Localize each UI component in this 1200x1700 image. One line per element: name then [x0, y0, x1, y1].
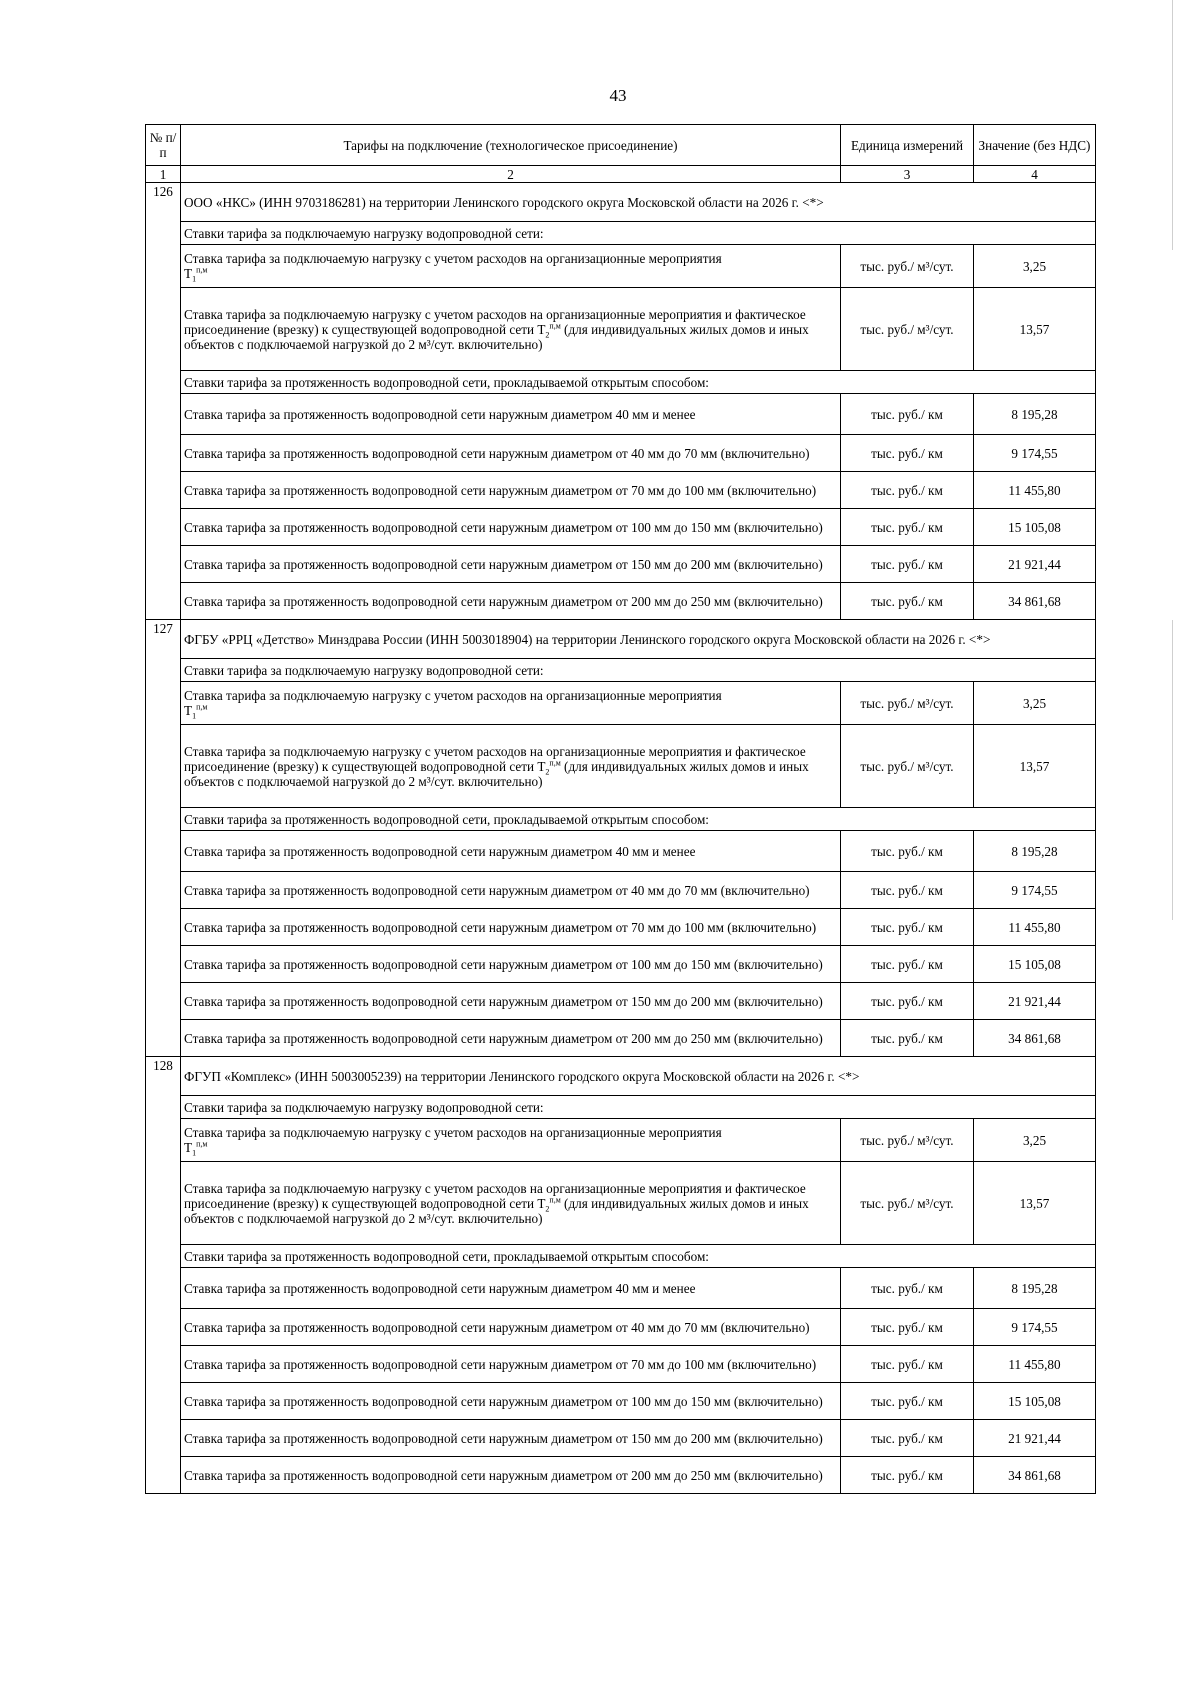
tariff-symbol: T	[537, 758, 546, 774]
tariff-unit: тыс. руб./ км	[841, 872, 974, 909]
tariff-value: 9 174,55	[974, 872, 1096, 909]
tariff-unit: тыс. руб./ км	[841, 472, 974, 509]
tariff-text: Ставка тарифа за подключаемую нагрузку с учетом расходов на организационные мероприятия и фактическое присоединение (врезку) к существующей водопроводной сети	[184, 1180, 806, 1211]
organization-row	[146, 183, 1096, 222]
tariff-description	[181, 1162, 841, 1245]
column-number: 1	[146, 166, 181, 183]
section-title: Ставки тарифа за подключаемую нагрузку водопроводной сети:	[181, 1096, 1096, 1119]
tariff-description	[181, 1119, 841, 1162]
tariff-unit: тыс. руб./ км	[841, 394, 974, 435]
tariff-symbol: T	[184, 703, 193, 718]
tariff-row	[146, 1162, 1096, 1245]
tariff-description: Ставка тарифа за протяженность водопроводной сети наружным диаметром от 70 мм до 100 мм (включительно)	[181, 1346, 841, 1383]
tariff-description: Ставка тарифа за протяженность водопроводной сети наружным диаметром от 100 мм до 150 мм (включительно)	[181, 946, 841, 983]
tariff-unit: тыс. руб./ м³/сут.	[841, 245, 974, 288]
tariff-symbol: T	[537, 1195, 546, 1211]
tariff-value: 34 861,68	[974, 1020, 1096, 1057]
header-value: Значение (без НДС)	[974, 125, 1096, 166]
tariff-value: 9 174,55	[974, 435, 1096, 472]
tariff-row	[146, 245, 1096, 288]
tariff-unit: тыс. руб./ км	[841, 909, 974, 946]
tariff-value: 21 921,44	[974, 1420, 1096, 1457]
tariff-row	[146, 583, 1096, 620]
section-title: Ставки тарифа за протяженность водопроводной сети, прокладываемой открытым способом:	[181, 371, 1096, 394]
tariff-unit: тыс. руб./ км	[841, 1457, 974, 1494]
tariff-row	[146, 1309, 1096, 1346]
tariff-symbol-sub: 1	[192, 1148, 197, 1158]
tariff-description	[181, 682, 841, 725]
tariff-text: Ставка тарифа за подключаемую нагрузку с учетом расходов на организационные мероприятия	[184, 1125, 722, 1140]
tariff-row	[146, 725, 1096, 808]
page-number: 43	[609, 86, 627, 105]
column-number: 2	[181, 166, 841, 183]
column-number: 4	[974, 166, 1096, 183]
tariff-text: Ставка тарифа за подключаемую нагрузку с учетом расходов на организационные мероприятия	[184, 688, 722, 703]
tariff-row	[146, 1383, 1096, 1420]
tariff-row	[146, 946, 1096, 983]
tariff-symbol-sup: п,м	[549, 1195, 561, 1205]
tariff-symbol-sub: 2	[545, 1204, 550, 1214]
tariff-description: Ставка тарифа за протяженность водопроводной сети наружным диаметром от 150 мм до 200 мм (включительно)	[181, 983, 841, 1020]
scan-edge-line	[1172, 0, 1173, 250]
tariff-table	[145, 124, 1096, 1494]
section-title: Ставки тарифа за протяженность водопроводной сети, прокладываемой открытым способом:	[181, 1245, 1096, 1268]
tariff-row	[146, 288, 1096, 371]
section-row	[146, 1096, 1096, 1119]
column-number-row	[146, 166, 1096, 183]
tariff-unit: тыс. руб./ м³/сут.	[841, 725, 974, 808]
header-num: № п/п	[146, 125, 181, 166]
tariff-description: Ставка тарифа за протяженность водопроводной сети наружным диаметром от 200 мм до 250 мм (включительно)	[181, 583, 841, 620]
tariff-description	[181, 245, 841, 288]
tariff-value: 11 455,80	[974, 909, 1096, 946]
tariff-value: 11 455,80	[974, 1346, 1096, 1383]
tariff-description: Ставка тарифа за протяженность водопроводной сети наружным диаметром 40 мм и менее	[181, 831, 841, 872]
organization-name: ФГУП «Комплекс» (ИНН 5003005239) на территории Ленинского городского округа Московской области на 2026 г. <*>	[181, 1057, 1096, 1096]
tariff-value: 15 105,08	[974, 946, 1096, 983]
section-row	[146, 808, 1096, 831]
tariff-value: 3,25	[974, 1119, 1096, 1162]
tariff-value: 8 195,28	[974, 394, 1096, 435]
tariff-row	[146, 546, 1096, 583]
section-row	[146, 222, 1096, 245]
tariff-row	[146, 1457, 1096, 1494]
tariff-symbol-sup: п,м	[196, 1139, 208, 1149]
tariff-description	[181, 288, 841, 371]
tariff-description: Ставка тарифа за протяженность водопроводной сети наружным диаметром от 150 мм до 200 мм (включительно)	[181, 546, 841, 583]
header-title: Тарифы на подключение (технологическое присоединение)	[181, 125, 841, 166]
tariff-symbol: T	[537, 321, 546, 337]
tariff-description: Ставка тарифа за протяженность водопроводной сети наружным диаметром 40 мм и менее	[181, 394, 841, 435]
row-number: 128	[146, 1057, 181, 1494]
scan-edge-line	[1172, 620, 1173, 920]
tariff-row	[146, 1346, 1096, 1383]
tariff-row	[146, 872, 1096, 909]
organization-row	[146, 620, 1096, 659]
tariff-unit: тыс. руб./ км	[841, 1420, 974, 1457]
tariff-value: 13,57	[974, 725, 1096, 808]
section-title: Ставки тарифа за протяженность водопроводной сети, прокладываемой открытым способом:	[181, 808, 1096, 831]
tariff-unit: тыс. руб./ км	[841, 1309, 974, 1346]
tariff-unit: тыс. руб./ км	[841, 1268, 974, 1309]
tariff-description: Ставка тарифа за протяженность водопроводной сети наружным диаметром от 150 мм до 200 мм (включительно)	[181, 1420, 841, 1457]
tariff-description: Ставка тарифа за протяженность водопроводной сети наружным диаметром от 40 мм до 70 мм (включительно)	[181, 872, 841, 909]
tariff-row	[146, 1119, 1096, 1162]
tariff-row	[146, 509, 1096, 546]
tariff-row	[146, 435, 1096, 472]
tariff-description: Ставка тарифа за протяженность водопроводной сети наружным диаметром от 100 мм до 150 мм (включительно)	[181, 509, 841, 546]
tariff-symbol-sub: 2	[545, 767, 550, 777]
tariff-unit: тыс. руб./ км	[841, 1383, 974, 1420]
tariff-value: 8 195,28	[974, 831, 1096, 872]
header-row	[146, 125, 1096, 166]
column-number: 3	[841, 166, 974, 183]
tariff-symbol-sub: 1	[192, 274, 197, 284]
tariff-text: Ставка тарифа за подключаемую нагрузку с учетом расходов на организационные мероприятия и фактическое присоединение (врезку) к существующей водопроводной сети	[184, 743, 806, 774]
tariff-description: Ставка тарифа за протяженность водопроводной сети наружным диаметром 40 мм и менее	[181, 1268, 841, 1309]
tariff-symbol-sup: п,м	[196, 702, 208, 712]
section-row	[146, 1245, 1096, 1268]
tariff-value: 34 861,68	[974, 1457, 1096, 1494]
tariff-value: 21 921,44	[974, 983, 1096, 1020]
tariff-text: (для индивидуальных жилых домов и иных объектов с подключаемой нагрузкой до 2 м³/сут. включительно)	[184, 1195, 809, 1226]
tariff-symbol: T	[184, 266, 193, 281]
tariff-description: Ставка тарифа за протяженность водопроводной сети наружным диаметром от 40 мм до 70 мм (включительно)	[181, 1309, 841, 1346]
tariff-unit: тыс. руб./ м³/сут.	[841, 288, 974, 371]
tariff-value: 8 195,28	[974, 1268, 1096, 1309]
tariff-unit: тыс. руб./ км	[841, 1346, 974, 1383]
tariff-row	[146, 1020, 1096, 1057]
tariff-value: 21 921,44	[974, 546, 1096, 583]
tariff-unit: тыс. руб./ км	[841, 435, 974, 472]
tariff-table-body	[146, 183, 1096, 1494]
tariff-value: 3,25	[974, 682, 1096, 725]
tariff-row	[146, 1420, 1096, 1457]
tariff-row	[146, 1268, 1096, 1309]
tariff-unit: тыс. руб./ км	[841, 509, 974, 546]
tariff-unit: тыс. руб./ м³/сут.	[841, 682, 974, 725]
tariff-text: (для индивидуальных жилых домов и иных объектов с подключаемой нагрузкой до 2 м³/сут. включительно)	[184, 758, 809, 789]
tariff-unit: тыс. руб./ км	[841, 1020, 974, 1057]
tariff-row	[146, 831, 1096, 872]
tariff-value: 9 174,55	[974, 1309, 1096, 1346]
tariff-symbol-sub: 1	[192, 711, 197, 721]
tariff-row	[146, 682, 1096, 725]
tariff-description: Ставка тарифа за протяженность водопроводной сети наружным диаметром от 200 мм до 250 мм (включительно)	[181, 1457, 841, 1494]
section-title: Ставки тарифа за подключаемую нагрузку водопроводной сети:	[181, 222, 1096, 245]
tariff-value: 15 105,08	[974, 1383, 1096, 1420]
tariff-value: 15 105,08	[974, 509, 1096, 546]
tariff-symbol-sup: п,м	[549, 758, 561, 768]
tariff-text: (для индивидуальных жилых домов и иных объектов с подключаемой нагрузкой до 2 м³/сут. включительно)	[184, 321, 809, 352]
section-row	[146, 371, 1096, 394]
section-title: Ставки тарифа за подключаемую нагрузку водопроводной сети:	[181, 659, 1096, 682]
tariff-unit: тыс. руб./ м³/сут.	[841, 1119, 974, 1162]
tariff-description: Ставка тарифа за протяженность водопроводной сети наружным диаметром от 200 мм до 250 мм (включительно)	[181, 1020, 841, 1057]
tariff-row	[146, 983, 1096, 1020]
tariff-row	[146, 472, 1096, 509]
tariff-unit: тыс. руб./ км	[841, 983, 974, 1020]
tariff-value: 34 861,68	[974, 583, 1096, 620]
row-number: 126	[146, 183, 181, 620]
tariff-unit: тыс. руб./ м³/сут.	[841, 1162, 974, 1245]
tariff-unit: тыс. руб./ км	[841, 583, 974, 620]
tariff-description: Ставка тарифа за протяженность водопроводной сети наружным диаметром от 40 мм до 70 мм (включительно)	[181, 435, 841, 472]
tariff-symbol: T	[184, 1140, 193, 1155]
tariff-description: Ставка тарифа за протяженность водопроводной сети наружным диаметром от 100 мм до 150 мм (включительно)	[181, 1383, 841, 1420]
row-number: 127	[146, 620, 181, 1057]
tariff-description	[181, 725, 841, 808]
tariff-text: Ставка тарифа за подключаемую нагрузку с учетом расходов на организационные мероприятия и фактическое присоединение (врезку) к существующей водопроводной сети	[184, 306, 806, 337]
tariff-row	[146, 909, 1096, 946]
tariff-symbol-sup: п,м	[549, 321, 561, 331]
organization-name: ФГБУ «РРЦ «Детство» Минздрава России (ИНН 5003018904) на территории Ленинского городского округа Московской области на 2026 г. <*>	[181, 620, 1096, 659]
tariff-value: 13,57	[974, 1162, 1096, 1245]
section-row	[146, 659, 1096, 682]
organization-row	[146, 1057, 1096, 1096]
tariff-value: 11 455,80	[974, 472, 1096, 509]
tariff-unit: тыс. руб./ км	[841, 946, 974, 983]
tariff-symbol-sub: 2	[545, 330, 550, 340]
tariff-unit: тыс. руб./ км	[841, 831, 974, 872]
tariff-description: Ставка тарифа за протяженность водопроводной сети наружным диаметром от 70 мм до 100 мм (включительно)	[181, 909, 841, 946]
organization-name: ООО «НКС» (ИНН 9703186281) на территории Ленинского городского округа Московской области на 2026 г. <*>	[181, 183, 1096, 222]
tariff-description: Ставка тарифа за протяженность водопроводной сети наружным диаметром от 70 мм до 100 мм (включительно)	[181, 472, 841, 509]
tariff-value: 13,57	[974, 288, 1096, 371]
header-unit: Единица измерений	[841, 125, 974, 166]
tariff-unit: тыс. руб./ км	[841, 546, 974, 583]
tariff-text: Ставка тарифа за подключаемую нагрузку с учетом расходов на организационные мероприятия	[184, 251, 722, 266]
tariff-symbol-sup: п,м	[196, 265, 208, 275]
tariff-row	[146, 394, 1096, 435]
tariff-value: 3,25	[974, 245, 1096, 288]
